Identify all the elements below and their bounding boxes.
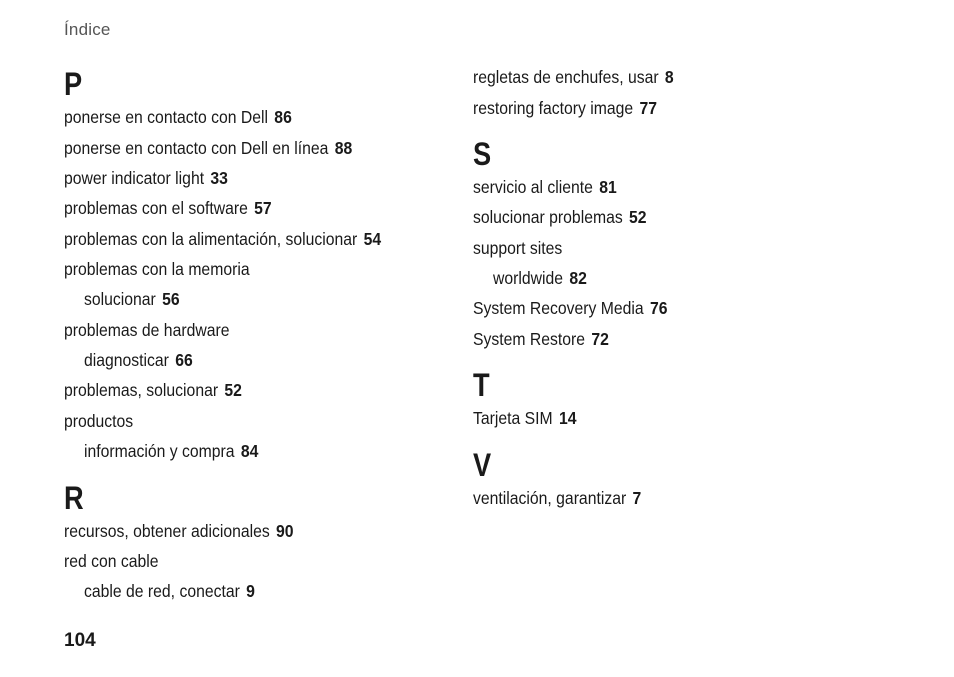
entry-term: recursos, obtener adicionales	[64, 521, 270, 541]
entry-term: problemas de hardware	[64, 320, 230, 340]
entry-term: productos	[64, 411, 134, 431]
index-subentry	[84, 291, 180, 309]
index-entry	[64, 382, 242, 400]
index-entry	[64, 200, 272, 218]
entry-page: 33	[210, 168, 228, 188]
entry-term: restoring factory image	[473, 98, 634, 118]
entry-page: 86	[274, 107, 292, 127]
section-letter-t: T	[473, 367, 490, 403]
entry-term: ponerse en contacto con Dell	[64, 107, 269, 127]
entry-page: 56	[162, 289, 180, 309]
entry-page: 84	[240, 441, 259, 461]
index-subentry	[84, 352, 193, 370]
section-letter-p: P	[64, 66, 83, 102]
entry-page: 57	[254, 198, 272, 218]
section-letter-v: V	[473, 447, 492, 483]
entry-term: power indicator light	[64, 168, 205, 188]
section-letter-r: R	[64, 480, 84, 516]
section-letter-s: S	[473, 136, 492, 172]
index-subentry	[84, 583, 255, 601]
entry-term: regletas de enchufes, usar	[473, 67, 659, 87]
entry-page: 81	[599, 177, 617, 197]
entry-term: servicio al cliente	[473, 177, 593, 197]
index-entry	[473, 179, 617, 197]
entry-term: worldwide	[493, 268, 564, 288]
index-entry	[64, 140, 352, 158]
entry-page: 54	[363, 229, 382, 249]
entry-term: solucionar problemas	[473, 207, 623, 227]
entry-term: problemas con el software	[64, 198, 248, 218]
entry-page: 14	[558, 408, 577, 428]
index-entry	[473, 490, 641, 508]
entry-term: System Restore	[473, 329, 586, 349]
entry-page: 72	[591, 329, 609, 349]
entry-term: solucionar	[84, 289, 156, 309]
index-entry	[473, 410, 576, 428]
page-number: 104	[64, 630, 96, 651]
index-entry	[473, 100, 657, 118]
index-entry	[473, 300, 668, 318]
entry-term: System Recovery Media	[473, 298, 644, 318]
index-entry	[473, 69, 674, 87]
entry-page: 52	[224, 380, 242, 400]
entry-page: 76	[649, 298, 668, 318]
entry-page: 77	[639, 98, 658, 118]
running-header: Índice	[64, 20, 111, 39]
index-entry	[64, 231, 381, 249]
index-entry	[64, 170, 228, 188]
entry-page: 90	[276, 521, 294, 541]
index-subentry	[493, 270, 587, 288]
index-entry	[473, 331, 609, 349]
index-entry	[64, 523, 294, 541]
entry-term: diagnosticar	[84, 350, 169, 370]
index-entry	[64, 322, 229, 340]
index-entry	[64, 261, 250, 279]
index-entry	[64, 109, 292, 127]
entry-page: 52	[629, 207, 647, 227]
entry-term: problemas con la alimentación, solucionar	[64, 229, 358, 249]
index-entry	[64, 553, 159, 571]
entry-page: 7	[632, 488, 642, 508]
index-entry	[473, 240, 562, 258]
entry-term: ponerse en contacto con Dell en línea	[64, 138, 329, 158]
entry-term: red con cable	[64, 551, 159, 571]
entry-term: problemas con la memoria	[64, 259, 250, 279]
entry-term: información y compra	[84, 441, 235, 461]
entry-term: problemas, solucionar	[64, 380, 219, 400]
entry-term: support sites	[473, 238, 563, 258]
entry-term: ventilación, garantizar	[473, 488, 627, 508]
entry-page: 9	[246, 581, 255, 601]
entry-page: 82	[569, 268, 587, 288]
index-entry	[64, 413, 133, 431]
entry-term: cable de red, conectar	[84, 581, 240, 601]
entry-page: 88	[334, 138, 353, 158]
index-entry	[473, 209, 647, 227]
index-subentry	[84, 443, 258, 461]
entry-term: Tarjeta SIM	[473, 408, 553, 428]
entry-page: 8	[664, 67, 674, 87]
entry-page: 66	[175, 350, 193, 370]
